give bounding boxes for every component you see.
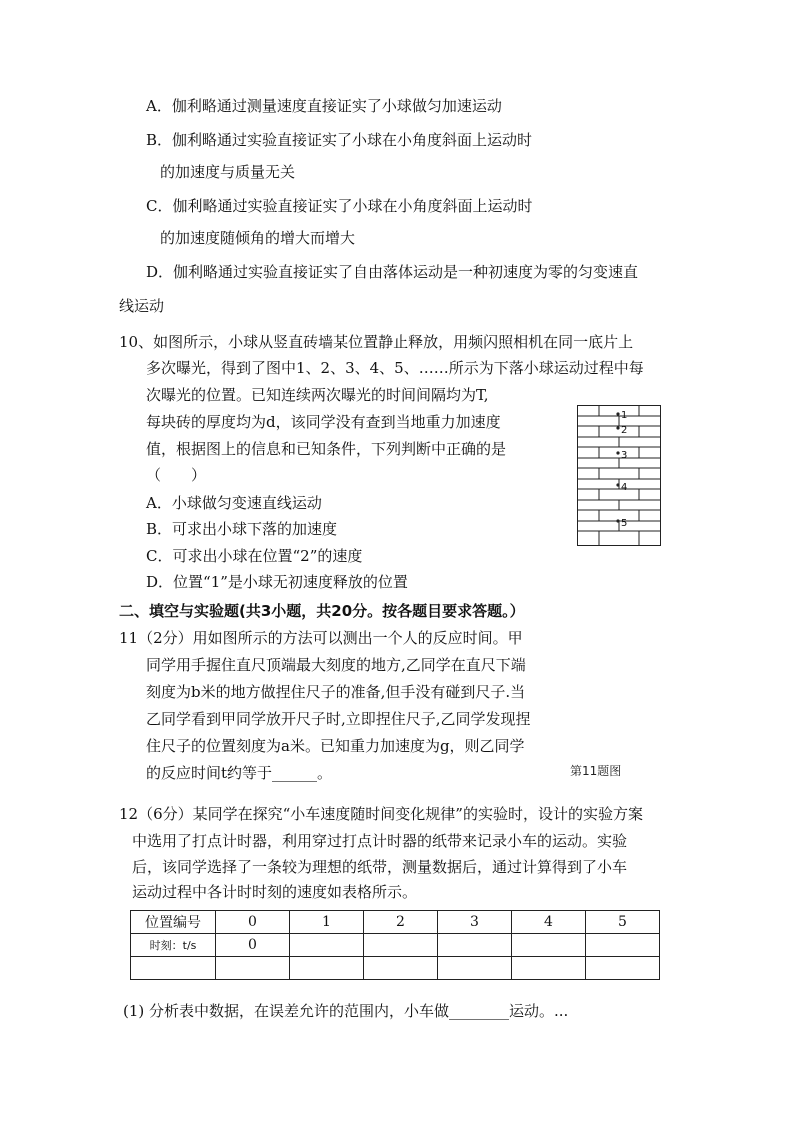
q10-option-c: C．可求出小球在位置“2”的速度 — [146, 547, 363, 565]
q9-option-a: A．伽利略通过测量速度直接证实了小球做匀加速运动 — [146, 97, 502, 115]
table-row — [131, 934, 660, 957]
q9-option-b-line1: B．伽利略通过实验直接证实了小球在小角度斜面上运动时 — [146, 131, 533, 149]
table-cell: 0 — [216, 911, 290, 934]
ball-label-4: 4 — [621, 482, 628, 493]
q12-stem-line2: 中选用了打点计时器，利用穿过打点计时器的纸带来记录小车的运动。实验 — [132, 832, 628, 850]
table-cell: 5 — [586, 911, 660, 934]
q10-stem-line5: 值，根据图上的信息和已知条件，下列判断中正确的是 — [146, 440, 507, 458]
ball-position-4 — [616, 483, 619, 486]
table-cell — [216, 957, 290, 980]
q10-stem-line2: 多次曝光，得到了图中1、2、3、4、5、……所示为下落小球运动过程中每 — [146, 359, 644, 377]
table-cell: 3 — [438, 911, 512, 934]
table-cell: 2 — [364, 911, 438, 934]
ball-position-5 — [616, 519, 619, 522]
table-row — [131, 957, 660, 980]
q12-stem-line3: 后，该同学选择了一条较为理想的纸带，测量数据后，通过计算得到了小车 — [132, 858, 628, 876]
q9-option-c-line2: 的加速度随倾角的增大而增大 — [160, 229, 356, 247]
ball-label-1: 1 — [621, 410, 628, 421]
table-cell — [438, 957, 512, 980]
q12-stem-line1: 12（6分）某同学在探究“小车速度随时间变化规律”的实验时，设计的实验方案 — [119, 805, 643, 823]
table-cell — [290, 957, 364, 980]
table-cell — [364, 934, 438, 957]
table-cell — [586, 957, 660, 980]
ball-label-3: 3 — [621, 450, 628, 461]
velocity-table — [130, 910, 660, 980]
table-time-label: 时刻：t/s — [131, 934, 216, 957]
q11-stem-line6: 的反应时间t约等于______。 — [146, 764, 333, 782]
section-heading: 二、填空与实验题(共3小题，共20分。按各题目要求答题。） — [119, 602, 525, 620]
q11-stem-line2: 同学用手握住直尺顶端最大刻度的地方,乙同学在直尺下端 — [146, 656, 526, 674]
table-cell — [290, 934, 364, 957]
table-cell — [131, 957, 216, 980]
q10-option-b: B．可求出小球下落的加速度 — [146, 520, 338, 538]
q11-stem-line3: 刻度为b米的地方做捏住尺子的准备,但手没有碰到尺子.当 — [146, 683, 526, 701]
ball-position-2 — [616, 426, 619, 429]
q10-option-a: A．小球做匀变速直线运动 — [146, 494, 322, 512]
ball-label-2: 2 — [621, 425, 628, 436]
table-cell — [438, 934, 512, 957]
q9-option-b-line2: 的加速度与质量无关 — [160, 163, 296, 181]
table-cell: 1 — [290, 911, 364, 934]
ball-label-5: 5 — [621, 518, 628, 529]
table-cell — [364, 957, 438, 980]
table-cell — [512, 957, 586, 980]
q10-answer-bracket: （ ） — [146, 466, 207, 484]
q12-subquestion-1: (1) 分析表中数据，在误差允许的范围内，小车做________运动。... — [123, 1002, 569, 1020]
q11-stem-line1: 11（2分）用如图所示的方法可以测出一个人的反应时间。甲 — [119, 629, 523, 647]
q9-option-d-line2: 线运动 — [119, 297, 165, 315]
q11-figure-caption: 第11题图 — [570, 764, 622, 778]
q12-stem-line4: 运动过程中各计时时刻的速度如表格所示。 — [132, 883, 418, 901]
table-row — [131, 911, 660, 934]
q11-stem-line5: 住尺子的位置刻度为a米。已知重力加速度为g，则乙同学 — [146, 737, 525, 755]
q11-stem-line4: 乙同学看到甲同学放开尺子时,立即捏住尺子,乙同学发现捏 — [146, 710, 531, 728]
table-cell: 0 — [216, 934, 290, 957]
ball-position-1 — [616, 412, 619, 415]
brick-wall-figure — [577, 405, 663, 547]
q10-stem-line1: 10、如图所示，小球从竖直砖墙某位置静止释放，用频闪照相机在同一底片上 — [119, 333, 634, 351]
table-header-label: 位置编号 — [131, 911, 216, 934]
table-cell — [586, 934, 660, 957]
q9-option-c-line1: C．伽利略通过实验直接证实了小球在小角度斜面上运动时 — [146, 197, 533, 215]
q10-option-d: D．位置“1”是小球无初速度释放的位置 — [146, 573, 408, 591]
table-cell: 4 — [512, 911, 586, 934]
q10-stem-line4: 每块砖的厚度均为d，该同学没有查到当地重力加速度 — [146, 413, 501, 431]
q9-option-d-line1: D．伽利略通过实验直接证实了自由落体运动是一种初速度为零的匀变速直 — [146, 263, 639, 281]
q10-stem-line3: 次曝光的位置。已知连续两次曝光的时间间隔均为T, — [146, 386, 489, 404]
table-cell — [512, 934, 586, 957]
ball-position-3 — [616, 451, 619, 454]
